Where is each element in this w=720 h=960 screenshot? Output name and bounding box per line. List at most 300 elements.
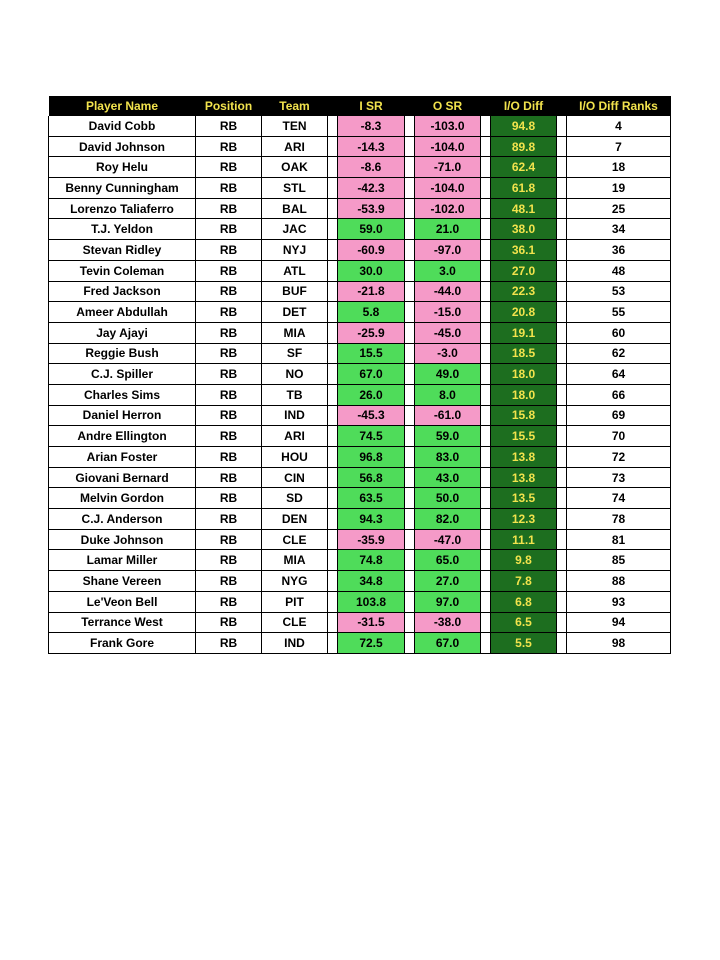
o-sr-cell: 27.0: [415, 571, 481, 592]
player-table: [48, 96, 671, 654]
header-gap: [405, 96, 415, 116]
i-sr-cell: -42.3: [338, 178, 405, 199]
position-cell: RB: [196, 157, 262, 178]
position-cell: RB: [196, 198, 262, 219]
team-cell: NYJ: [262, 240, 328, 261]
o-sr-cell: -38.0: [415, 612, 481, 633]
gap-cell: [557, 509, 567, 530]
io-diff-cell: 7.8: [491, 571, 557, 592]
position-cell: RB: [196, 509, 262, 530]
io-diff-cell: 18.5: [491, 343, 557, 364]
i-sr-cell: 94.3: [338, 509, 405, 530]
team-cell: IND: [262, 633, 328, 654]
gap-cell: [405, 426, 415, 447]
table-row: [49, 260, 671, 281]
table-row: [49, 136, 671, 157]
o-sr-cell: -44.0: [415, 281, 481, 302]
io-diff-rank-cell: 60: [567, 322, 671, 343]
gap-cell: [405, 240, 415, 261]
o-sr-cell: 59.0: [415, 426, 481, 447]
gap-cell: [328, 612, 338, 633]
o-sr-cell: -47.0: [415, 529, 481, 550]
i-sr-cell: 74.8: [338, 550, 405, 571]
player-name-cell: Daniel Herron: [49, 405, 196, 426]
io-diff-cell: 9.8: [491, 550, 557, 571]
player-name-cell: Fred Jackson: [49, 281, 196, 302]
io-diff-cell: 22.3: [491, 281, 557, 302]
io-diff-rank-cell: 73: [567, 467, 671, 488]
gap-cell: [557, 612, 567, 633]
table-row: [49, 198, 671, 219]
o-sr-cell: -104.0: [415, 136, 481, 157]
header-o-sr: O SR: [415, 96, 481, 116]
team-cell: NYG: [262, 571, 328, 592]
gap-cell: [481, 260, 491, 281]
gap-cell: [557, 281, 567, 302]
position-cell: RB: [196, 260, 262, 281]
o-sr-cell: -3.0: [415, 343, 481, 364]
io-diff-rank-cell: 62: [567, 343, 671, 364]
gap-cell: [557, 384, 567, 405]
io-diff-cell: 36.1: [491, 240, 557, 261]
table-row: [49, 571, 671, 592]
table-row: [49, 281, 671, 302]
io-diff-cell: 18.0: [491, 364, 557, 385]
table-row: [49, 550, 671, 571]
gap-cell: [405, 302, 415, 323]
table-row: [49, 240, 671, 261]
position-cell: RB: [196, 550, 262, 571]
gap-cell: [557, 571, 567, 592]
gap-cell: [405, 178, 415, 199]
team-cell: DEN: [262, 509, 328, 530]
gap-cell: [328, 322, 338, 343]
gap-cell: [405, 488, 415, 509]
io-diff-cell: 13.8: [491, 467, 557, 488]
o-sr-cell: 43.0: [415, 467, 481, 488]
position-cell: RB: [196, 571, 262, 592]
player-name-cell: T.J. Yeldon: [49, 219, 196, 240]
io-diff-rank-cell: 74: [567, 488, 671, 509]
team-cell: BAL: [262, 198, 328, 219]
header-team: Team: [262, 96, 328, 116]
table-row: [49, 509, 671, 530]
gap-cell: [405, 322, 415, 343]
o-sr-cell: -104.0: [415, 178, 481, 199]
position-cell: RB: [196, 529, 262, 550]
header-gap: [557, 96, 567, 116]
header-io-diff: I/O Diff: [491, 96, 557, 116]
io-diff-rank-cell: 66: [567, 384, 671, 405]
io-diff-cell: 19.1: [491, 322, 557, 343]
gap-cell: [557, 550, 567, 571]
io-diff-rank-cell: 34: [567, 219, 671, 240]
gap-cell: [405, 260, 415, 281]
player-name-cell: Shane Vereen: [49, 571, 196, 592]
player-name-cell: Tevin Coleman: [49, 260, 196, 281]
gap-cell: [405, 198, 415, 219]
gap-cell: [557, 219, 567, 240]
io-diff-rank-cell: 19: [567, 178, 671, 199]
gap-cell: [557, 136, 567, 157]
gap-cell: [328, 260, 338, 281]
team-cell: SF: [262, 343, 328, 364]
gap-cell: [328, 240, 338, 261]
io-diff-rank-cell: 53: [567, 281, 671, 302]
gap-cell: [481, 633, 491, 654]
o-sr-cell: -71.0: [415, 157, 481, 178]
gap-cell: [557, 591, 567, 612]
player-name-cell: Giovani Bernard: [49, 467, 196, 488]
i-sr-cell: -8.3: [338, 116, 405, 136]
io-diff-rank-cell: 98: [567, 633, 671, 654]
gap-cell: [557, 633, 567, 654]
io-diff-rank-cell: 7: [567, 136, 671, 157]
position-cell: RB: [196, 426, 262, 447]
io-diff-cell: 12.3: [491, 509, 557, 530]
player-name-cell: Benny Cunningham: [49, 178, 196, 199]
player-name-cell: Ameer Abdullah: [49, 302, 196, 323]
io-diff-rank-cell: 94: [567, 612, 671, 633]
gap-cell: [405, 364, 415, 385]
i-sr-cell: -14.3: [338, 136, 405, 157]
io-diff-rank-cell: 93: [567, 591, 671, 612]
i-sr-cell: -35.9: [338, 529, 405, 550]
table-row: [49, 322, 671, 343]
table-row: [49, 447, 671, 468]
io-diff-cell: 38.0: [491, 219, 557, 240]
table-row: [49, 488, 671, 509]
io-diff-rank-cell: 81: [567, 529, 671, 550]
team-cell: NO: [262, 364, 328, 385]
team-cell: MIA: [262, 550, 328, 571]
table-row: [49, 633, 671, 654]
header-row: [49, 96, 671, 116]
gap-cell: [481, 302, 491, 323]
io-diff-cell: 20.8: [491, 302, 557, 323]
table-row: [49, 612, 671, 633]
team-cell: OAK: [262, 157, 328, 178]
position-cell: RB: [196, 612, 262, 633]
o-sr-cell: -61.0: [415, 405, 481, 426]
o-sr-cell: 8.0: [415, 384, 481, 405]
gap-cell: [405, 467, 415, 488]
io-diff-cell: 5.5: [491, 633, 557, 654]
player-name-cell: Reggie Bush: [49, 343, 196, 364]
gap-cell: [557, 447, 567, 468]
gap-cell: [405, 550, 415, 571]
gap-cell: [557, 343, 567, 364]
player-name-cell: Lorenzo Taliaferro: [49, 198, 196, 219]
gap-cell: [481, 116, 491, 136]
gap-cell: [557, 260, 567, 281]
i-sr-cell: 72.5: [338, 633, 405, 654]
gap-cell: [481, 529, 491, 550]
gap-cell: [328, 198, 338, 219]
team-cell: SD: [262, 488, 328, 509]
header-position: Position: [196, 96, 262, 116]
i-sr-cell: -53.9: [338, 198, 405, 219]
gap-cell: [557, 426, 567, 447]
i-sr-cell: 67.0: [338, 364, 405, 385]
o-sr-cell: -45.0: [415, 322, 481, 343]
i-sr-cell: -8.6: [338, 157, 405, 178]
player-name-cell: David Cobb: [49, 116, 196, 136]
player-name-cell: David Johnson: [49, 136, 196, 157]
io-diff-cell: 61.8: [491, 178, 557, 199]
header-io-diff-ranks: I/O Diff Ranks: [567, 96, 671, 116]
io-diff-cell: 62.4: [491, 157, 557, 178]
gap-cell: [328, 488, 338, 509]
position-cell: RB: [196, 240, 262, 261]
i-sr-cell: 15.5: [338, 343, 405, 364]
player-name-cell: Duke Johnson: [49, 529, 196, 550]
position-cell: RB: [196, 364, 262, 385]
io-diff-rank-cell: 18: [567, 157, 671, 178]
gap-cell: [481, 405, 491, 426]
i-sr-cell: 56.8: [338, 467, 405, 488]
io-diff-rank-cell: 70: [567, 426, 671, 447]
player-name-cell: Lamar Miller: [49, 550, 196, 571]
header-i-sr: I SR: [338, 96, 405, 116]
i-sr-cell: -31.5: [338, 612, 405, 633]
gap-cell: [481, 426, 491, 447]
team-cell: MIA: [262, 322, 328, 343]
gap-cell: [481, 157, 491, 178]
position-cell: RB: [196, 136, 262, 157]
io-diff-cell: 15.8: [491, 405, 557, 426]
gap-cell: [481, 550, 491, 571]
gap-cell: [481, 591, 491, 612]
gap-cell: [328, 426, 338, 447]
io-diff-rank-cell: 72: [567, 447, 671, 468]
table-row: [49, 426, 671, 447]
position-cell: RB: [196, 384, 262, 405]
i-sr-cell: 74.5: [338, 426, 405, 447]
o-sr-cell: 67.0: [415, 633, 481, 654]
gap-cell: [405, 136, 415, 157]
o-sr-cell: 82.0: [415, 509, 481, 530]
o-sr-cell: -102.0: [415, 198, 481, 219]
i-sr-cell: 26.0: [338, 384, 405, 405]
gap-cell: [481, 198, 491, 219]
i-sr-cell: 59.0: [338, 219, 405, 240]
i-sr-cell: 30.0: [338, 260, 405, 281]
gap-cell: [405, 591, 415, 612]
team-cell: BUF: [262, 281, 328, 302]
io-diff-rank-cell: 64: [567, 364, 671, 385]
player-name-cell: Le'Veon Bell: [49, 591, 196, 612]
gap-cell: [481, 281, 491, 302]
position-cell: RB: [196, 467, 262, 488]
gap-cell: [405, 157, 415, 178]
gap-cell: [557, 178, 567, 199]
table-row: [49, 178, 671, 199]
team-cell: CLE: [262, 529, 328, 550]
player-name-cell: Frank Gore: [49, 633, 196, 654]
gap-cell: [328, 633, 338, 654]
io-diff-rank-cell: 88: [567, 571, 671, 592]
io-diff-cell: 89.8: [491, 136, 557, 157]
gap-cell: [328, 364, 338, 385]
io-diff-cell: 27.0: [491, 260, 557, 281]
table-row: [49, 529, 671, 550]
gap-cell: [328, 136, 338, 157]
io-diff-rank-cell: 55: [567, 302, 671, 323]
gap-cell: [557, 240, 567, 261]
o-sr-cell: -103.0: [415, 116, 481, 136]
i-sr-cell: -21.8: [338, 281, 405, 302]
team-cell: ARI: [262, 136, 328, 157]
io-diff-cell: 11.1: [491, 529, 557, 550]
position-cell: RB: [196, 488, 262, 509]
table-row: [49, 219, 671, 240]
gap-cell: [328, 157, 338, 178]
gap-cell: [328, 302, 338, 323]
position-cell: RB: [196, 447, 262, 468]
o-sr-cell: 21.0: [415, 219, 481, 240]
io-diff-cell: 18.0: [491, 384, 557, 405]
team-cell: HOU: [262, 447, 328, 468]
gap-cell: [481, 612, 491, 633]
io-diff-rank-cell: 69: [567, 405, 671, 426]
player-name-cell: C.J. Anderson: [49, 509, 196, 530]
o-sr-cell: 49.0: [415, 364, 481, 385]
gap-cell: [405, 281, 415, 302]
position-cell: RB: [196, 405, 262, 426]
table-row: [49, 384, 671, 405]
position-cell: RB: [196, 343, 262, 364]
player-name-cell: Charles Sims: [49, 384, 196, 405]
position-cell: RB: [196, 591, 262, 612]
i-sr-cell: 63.5: [338, 488, 405, 509]
gap-cell: [481, 384, 491, 405]
gap-cell: [328, 467, 338, 488]
team-cell: TEN: [262, 116, 328, 136]
i-sr-cell: 34.8: [338, 571, 405, 592]
o-sr-cell: 83.0: [415, 447, 481, 468]
gap-cell: [481, 447, 491, 468]
player-name-cell: Roy Helu: [49, 157, 196, 178]
gap-cell: [405, 529, 415, 550]
gap-cell: [557, 405, 567, 426]
position-cell: RB: [196, 178, 262, 199]
gap-cell: [328, 405, 338, 426]
i-sr-cell: 5.8: [338, 302, 405, 323]
gap-cell: [328, 116, 338, 136]
player-table-sheet: [48, 96, 671, 654]
header-player-name: Player Name: [49, 96, 196, 116]
player-name-cell: Arian Foster: [49, 447, 196, 468]
io-diff-cell: 13.8: [491, 447, 557, 468]
position-cell: RB: [196, 302, 262, 323]
header-gap: [328, 96, 338, 116]
position-cell: RB: [196, 219, 262, 240]
table-row: [49, 343, 671, 364]
io-diff-rank-cell: 48: [567, 260, 671, 281]
gap-cell: [405, 343, 415, 364]
team-cell: PIT: [262, 591, 328, 612]
gap-cell: [328, 384, 338, 405]
gap-cell: [405, 633, 415, 654]
gap-cell: [557, 116, 567, 136]
team-cell: TB: [262, 384, 328, 405]
gap-cell: [557, 302, 567, 323]
table-row: [49, 157, 671, 178]
gap-cell: [557, 467, 567, 488]
gap-cell: [405, 384, 415, 405]
i-sr-cell: 96.8: [338, 447, 405, 468]
gap-cell: [328, 178, 338, 199]
gap-cell: [557, 322, 567, 343]
table-row: [49, 467, 671, 488]
player-name-cell: Terrance West: [49, 612, 196, 633]
io-diff-rank-cell: 85: [567, 550, 671, 571]
gap-cell: [481, 136, 491, 157]
team-cell: CIN: [262, 467, 328, 488]
i-sr-cell: -45.3: [338, 405, 405, 426]
gap-cell: [328, 343, 338, 364]
position-cell: RB: [196, 116, 262, 136]
team-cell: IND: [262, 405, 328, 426]
io-diff-rank-cell: 36: [567, 240, 671, 261]
io-diff-cell: 48.1: [491, 198, 557, 219]
gap-cell: [557, 157, 567, 178]
io-diff-cell: 13.5: [491, 488, 557, 509]
o-sr-cell: -15.0: [415, 302, 481, 323]
o-sr-cell: 50.0: [415, 488, 481, 509]
io-diff-rank-cell: 4: [567, 116, 671, 136]
team-cell: ATL: [262, 260, 328, 281]
gap-cell: [405, 509, 415, 530]
o-sr-cell: 3.0: [415, 260, 481, 281]
player-name-cell: Jay Ajayi: [49, 322, 196, 343]
gap-cell: [405, 571, 415, 592]
o-sr-cell: -97.0: [415, 240, 481, 261]
io-diff-rank-cell: 25: [567, 198, 671, 219]
table-row: [49, 364, 671, 385]
gap-cell: [481, 240, 491, 261]
player-name-cell: Melvin Gordon: [49, 488, 196, 509]
gap-cell: [557, 198, 567, 219]
gap-cell: [481, 343, 491, 364]
gap-cell: [481, 571, 491, 592]
gap-cell: [328, 447, 338, 468]
io-diff-cell: 6.5: [491, 612, 557, 633]
gap-cell: [405, 405, 415, 426]
position-cell: RB: [196, 281, 262, 302]
i-sr-cell: -25.9: [338, 322, 405, 343]
io-diff-cell: 6.8: [491, 591, 557, 612]
gap-cell: [481, 467, 491, 488]
i-sr-cell: -60.9: [338, 240, 405, 261]
table-row: [49, 302, 671, 323]
gap-cell: [481, 322, 491, 343]
io-diff-cell: 15.5: [491, 426, 557, 447]
header-gap: [481, 96, 491, 116]
o-sr-cell: 97.0: [415, 591, 481, 612]
gap-cell: [481, 178, 491, 199]
team-cell: CLE: [262, 612, 328, 633]
gap-cell: [405, 612, 415, 633]
gap-cell: [481, 219, 491, 240]
gap-cell: [405, 219, 415, 240]
i-sr-cell: 103.8: [338, 591, 405, 612]
gap-cell: [328, 571, 338, 592]
gap-cell: [328, 509, 338, 530]
gap-cell: [328, 591, 338, 612]
gap-cell: [557, 488, 567, 509]
